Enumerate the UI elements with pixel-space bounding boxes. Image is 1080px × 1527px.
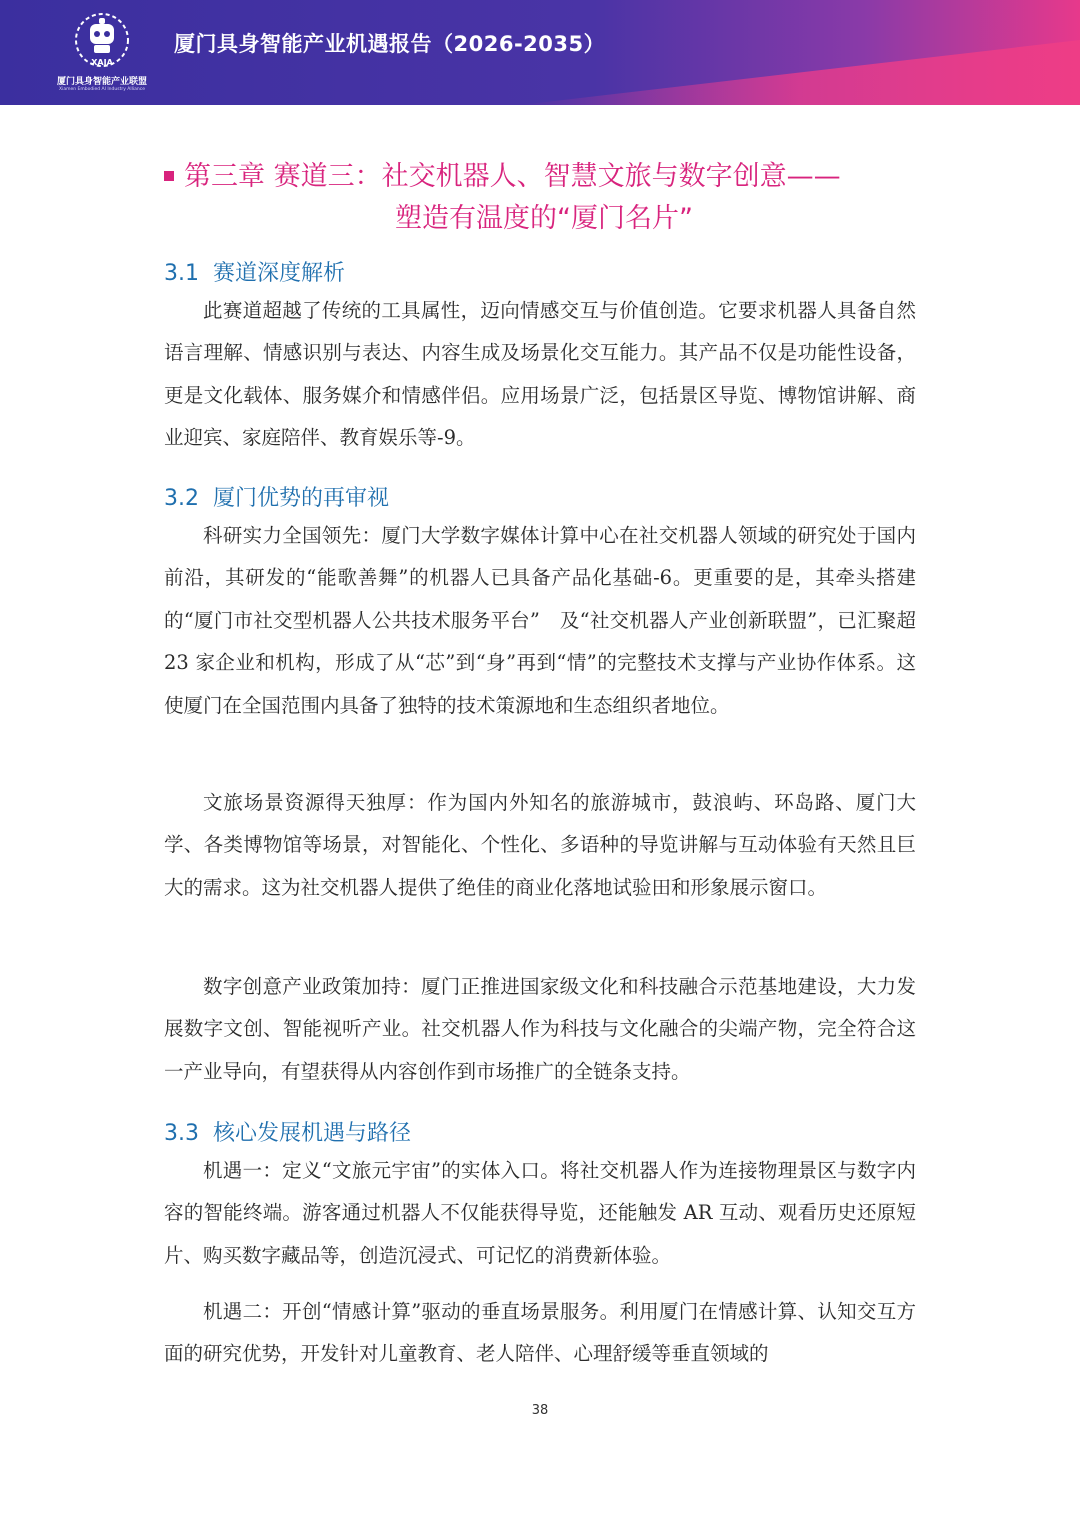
paragraph: 机遇一：定义“文旅元宇宙”的实体入口。将社交机器人作为连接物理景区与数字内容的智能终端。游客通过机器人不仅能获得导览，还能触发 AR 互动、观看历史还原短片、购买数字藏品等，创造沉浸式、可记忆的消费新体验。 (164, 1159, 916, 1267)
chapter-title-line1: 第三章 赛道三：社交机器人、智慧文旅与数字创意—— (184, 161, 841, 192)
logo-name-cn: 厦门具身智能产业联盟 (56, 77, 147, 87)
section-number: 3.1 (164, 261, 199, 286)
logo-name-en: Xiamen Embodied AI Industry Alliance (59, 87, 145, 92)
paragraph: 机遇二：开创“情感计算”驱动的垂直场景服务。利用厦门在情感计算、认知交互方面的研究优势，开发针对儿童教育、老人陪伴、心理舒缓等垂直领域的 (164, 1300, 916, 1366)
page-number: 38 (531, 1403, 549, 1418)
page-header (0, 0, 1080, 105)
paragraph: 科研实力全国领先：厦门大学数字媒体计算中心在社交机器人领域的研究处于国内前沿，其研发的“能歌善舞”的机器人已具备产品化基础-6。更重要的是，其牵头搭建的“厦门市社交型机器人公共技术服务平台” 及“社交机器人产业创新联盟”，已汇聚超 23 家企业和机构，形成了从“芯”到“身”再到“情”的完整技术支撑与产业协作体系。这使厦门在全国范围内具备了独特的技术策源地和生态组织者地位。 (164, 524, 916, 717)
paragraph: 文旅场景资源得天独厚：作为国内外知名的旅游城市，鼓浪屿、环岛路、厦门大学、各类博物馆等场景，对智能化、个性化、多语种的导览讲解与互动体验有天然且巨大的需求。这为社交机器人提供了绝佳的商业化落地试验田和形象展示窗口。 (164, 791, 916, 899)
logo-abbr: XAIA (91, 58, 113, 67)
paragraph: 数字创意产业政策加持：厦门正推进国家级文化和科技融合示范基地建设，大力发展数字文创、智能视听产业。社交机器人作为科技与文化融合的尖端产物，完全符合这一产业导向，有望获得从内容创作到市场推广的全链条支持。 (164, 975, 916, 1083)
section-title: 厦门优势的再审视 (213, 486, 390, 511)
section-heading-3-2 (164, 481, 389, 512)
report-title: 厦门具身智能产业机遇报告（2026-2035） (174, 32, 606, 56)
section-title: 赛道深度解析 (213, 261, 346, 286)
alliance-logo (52, 12, 152, 98)
chapter-heading (164, 156, 924, 240)
section-number: 3.2 (164, 486, 199, 511)
section-heading-3-1 (164, 256, 345, 287)
paragraph: 此赛道超越了传统的工具属性，迈向情感交互与价值创造。它要求机器人具备自然语言理解、情感识别与表达、内容生成及场景化交互能力。其产品不仅是功能性设备，更是文化载体、服务媒介和情感伴侣。应用场景广泛，包括景区导览、博物馆讲解、商业迎宾、家庭陪伴、教育娱乐等-9。 (164, 299, 916, 450)
robot-icon (74, 12, 130, 72)
chapter-title-line2: 塑造有温度的“厦门名片” (395, 203, 693, 234)
section-number: 3.3 (164, 1121, 199, 1146)
square-bullet-icon (164, 171, 174, 181)
section-heading-3-3 (164, 1116, 411, 1147)
section-title: 核心发展机遇与路径 (213, 1121, 412, 1146)
